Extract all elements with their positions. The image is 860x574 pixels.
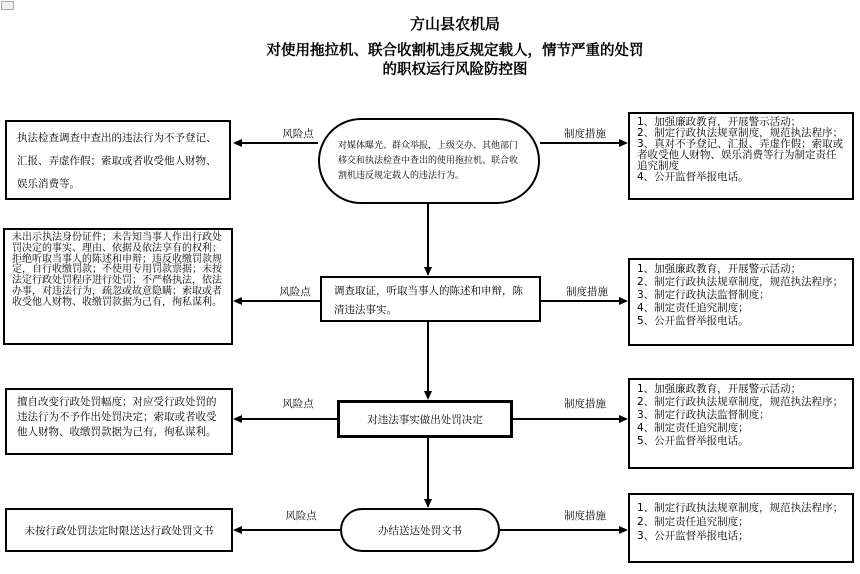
measure-item: 3、制定行政执法监督制度； [637, 409, 770, 421]
measure-item: 2、制定责任追究制度； [637, 516, 749, 528]
arrow-head-down-icon [424, 391, 432, 400]
flow-arrow-2 [424, 322, 432, 400]
measure-arrow-2 [541, 297, 628, 305]
measure-box-1 [628, 112, 854, 200]
measure-item: 4、公开监督举报电话。 [637, 171, 749, 183]
risk-arrow-1 [233, 139, 318, 147]
measure-arrow-3 [513, 415, 628, 423]
flow-arrow-1 [424, 204, 432, 276]
measure-item: 1、加强廉政教育，开展警示活动； [637, 383, 802, 395]
step-text-4: 办结送达处罚文书 [378, 524, 462, 537]
measure-label-3: 制度措施 [564, 398, 606, 410]
step-shape-2: 调查取证，听取当事人的陈述和申辩，陈清违法事实。 [320, 276, 541, 322]
risk-arrow-4 [233, 526, 340, 534]
chart-title-line1: 对使用拖拉机、联合收割机违反规定载人，情节严重的处罚 [266, 43, 644, 59]
measure-item: 3、真对不予登记、汇报、弄虚作假；索取或者收受他人财物、娱乐消费等行为制定责任追究制度 [637, 138, 844, 172]
measure-item: 2、制定行政执法规章制度，规范执法程序； [637, 396, 844, 408]
measure-label-1: 制度措施 [564, 128, 606, 140]
measure-label-2: 制度措施 [566, 286, 608, 298]
measure-item: 2、制定行政执法规章制度，规范执法程序； [637, 276, 844, 288]
measure-box-3 [628, 378, 854, 469]
step-shape-4 [340, 508, 500, 552]
measure-item: 1、制定行政执法规章制度，规范执法程序； [637, 502, 844, 514]
arrow-head-right-icon [619, 415, 628, 423]
measure-label-4: 制度措施 [564, 510, 606, 522]
chart-title [55, 42, 855, 80]
measure-item: 4、制定责任追究制度； [637, 302, 749, 314]
flow-arrow-3 [424, 438, 432, 508]
chart-title-line2: 的职权运行风险防控图 [382, 62, 528, 78]
measure-box-2 [628, 258, 854, 346]
risk-label-1: 风险点 [282, 128, 314, 140]
step-shape-1 [318, 118, 540, 204]
measure-arrow-1 [540, 139, 628, 147]
measure-arrow-4 [500, 526, 628, 534]
risk-box-1: 执法检查调查中查出的违法行为不予登记、汇报、弄虚作假；索取或者收受他人财物、娱乐消费等。 [5, 120, 231, 200]
risk-box-2: 未出示执法身份证件；未告知当事人作出行政处罚决定的事实、理由、依据及依法享有的权利；拒绝听取当事人的陈述和申辩；违反收缴罚款规定，自行收缴罚款；不使用专用罚款票据；未按法定行政处罚程序进行处罚；不严格执法，依法办事，对违法行为，疏忽或故意隐瞒；索取或者收受他人财物、收缴罚款据为己有，徇私谋利。 [3, 228, 233, 345]
measure-box-4 [628, 493, 854, 563]
risk-label-3: 风险点 [282, 398, 314, 410]
risk-arrow-3 [233, 415, 337, 423]
risk-box-4: 未按行政处罚法定时限送达行政处罚文书 [5, 508, 233, 552]
arrow-head-down-icon [424, 267, 432, 276]
scan-corner-artifact [1, 1, 14, 10]
measure-item: 1、加强廉政教育，开展警示活动； [637, 263, 802, 275]
arrow-head-down-icon [424, 499, 432, 508]
step-text-1: 对媒体曝光、群众举报，上级交办、其他部门移交和执法检查中查出的使用拖拉机、联合收割机违反规定载人的违法行为。 [338, 140, 519, 181]
risk-arrow-2 [233, 297, 320, 305]
arrow-head-right-icon [619, 139, 628, 147]
measure-item: 3、制定行政执法监督制度； [637, 289, 770, 301]
org-title: 方山县农机局 [409, 15, 500, 33]
arrow-head-right-icon [619, 297, 628, 305]
measure-item: 3、公开监督举报电话； [637, 530, 749, 542]
measure-item: 4、制定责任追究制度； [637, 422, 749, 434]
measure-item: 1、加强廉政教育，开展警示活动； [637, 116, 802, 128]
measure-item: 2、制定行政执法规章制度，规范执法程序； [637, 127, 844, 139]
arrow-head-right-icon [619, 526, 628, 534]
measure-item: 5、公开监督举报电话。 [637, 315, 749, 327]
risk-label-4: 风险点 [285, 510, 317, 522]
risk-box-3: 擅自改变行政处罚幅度；对应受行政处罚的违法行为不予作出处罚决定；索取或者收受他人财物、收缴罚款据为己有，徇私谋利。 [5, 388, 233, 455]
measure-item: 5、公开监督举报电话。 [637, 435, 749, 447]
risk-label-2: 风险点 [279, 286, 311, 298]
step-shape-3: 对违法事实做出处罚决定 [337, 400, 513, 438]
